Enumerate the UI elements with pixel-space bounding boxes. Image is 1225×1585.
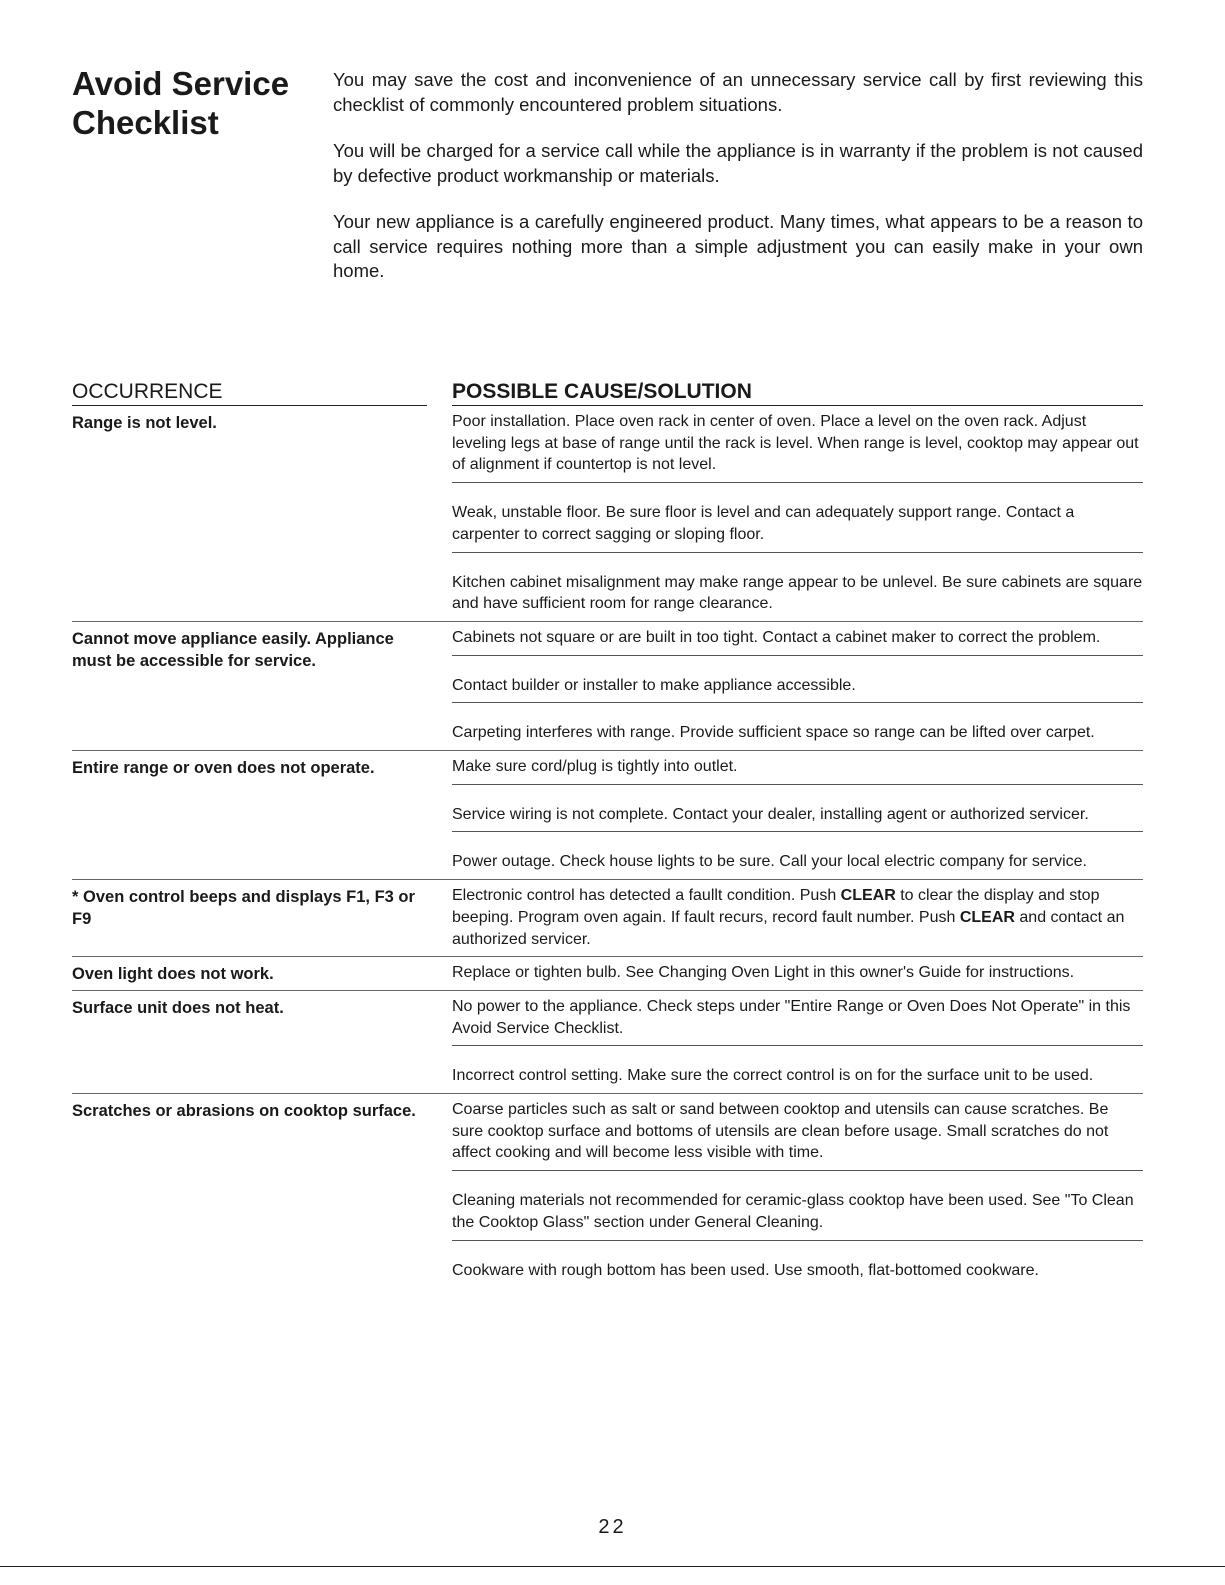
cause-item: Make sure cord/plug is tightly into outlet. [452,751,1143,785]
causes-cell [452,957,1143,990]
cause-item: Coarse particles such as salt or sand between cooktop and utensils can cause scratches. Be sure cooktop surface and bottoms of utensils are clean before usage. Small scratches do not affect cooking and will become less visible with time. [452,1094,1143,1171]
clear-key-label: CLEAR [959,908,1015,926]
cause-item: Power outage. Check house lights to be sure. Call your local electric company for service. [452,853,1087,871]
causes-cell [452,991,1143,1093]
checklist-row [72,957,1143,991]
cause-text: Electronic control has detected a faullt condition. Push [452,887,841,905]
occurrence-cell: Entire range or oven does not operate. [72,759,375,778]
cause-item: Poor installation. Place oven rack in center of oven. Place a level on the oven rack. Adjust leveling legs at base of range until the rack is level. When range is level, cooktop may appear out of alignment if countertop is not level. [452,406,1143,483]
cause-item: Cleaning materials not recommended for ceramic-glass cooktop have been used. See "To Clean the Cooktop Glass" section under General Cleaning. [452,1185,1143,1240]
occurrence-cell: Range is not level. [72,414,217,432]
cause-item: Cabinets not square or are built in too tight. Contact a cabinet maker to correct the problem. [452,622,1143,656]
cause-item: Incorrect control setting. Make sure the correct control is on for the surface unit to be used. [452,1067,1094,1085]
checklist-table-header [72,380,1143,406]
intro-section [333,68,1143,306]
page-title [72,64,289,142]
causes-cell [452,406,1143,621]
cause-item: Replace or tighten bulb. See Changing Oven Light in this owner's Guide for instructions. [452,964,1075,982]
page-title-line-2: Checklist [72,104,219,141]
occurrence-cell: Scratches or abrasions on cooktop surface. [72,1102,416,1121]
causes-cell [452,1094,1143,1287]
clear-key-label: CLEAR [840,887,896,905]
page-bottom-rule [0,1566,1225,1567]
checklist-row [72,622,1143,751]
occurrence-cell: Cannot move appliance easily. Appliance must be accessible for service. [72,629,394,670]
checklist-row [72,991,1143,1094]
cause-item: Cookware with rough bottom has been used. Use smooth, flat-bottomed cookware. [452,1261,1039,1279]
cause-text: to clear the display and stop beeping. Program oven again. If fault recurs, record fault number. Push [452,887,1100,926]
causes-cell [452,751,1143,879]
cause-item: Contact builder or installer to make appliance accessible. [452,670,1143,704]
cause-item: Carpeting interferes with range. Provide sufficient space so range can be lifted over carpet. [452,724,1095,742]
cause-text: and contact an authorized servicer. [452,908,1125,948]
cause-item [452,880,1143,956]
cause-item: Kitchen cabinet misalignment may make range appear to be unlevel. Be sure cabinets are square and have sufficient room for range clearance. [452,573,1143,613]
page-title-line-1: Avoid Service [72,65,290,102]
occurrence-cell: Oven light does not work. [72,965,274,984]
causes-cell [452,880,1143,956]
intro-paragraph: You will be charged for a service call while the appliance is in warranty if the problem is not caused by defective product workmanship or materials. [333,140,1143,186]
intro-paragraph: You may save the cost and inconvenience of an unnecessary service call by first reviewing this checklist of commonly encountered problem situations. [333,69,1143,115]
cause-item: No power to the appliance. Check steps under "Entire Range or Oven Does Not Operate" in this Avoid Service Checklist. [452,991,1143,1046]
checklist-row [72,751,1143,880]
cause-item: Service wiring is not complete. Contact your dealer, installing agent or authorized servicer. [452,799,1143,833]
intro-paragraph: Your new appliance is a carefully engineered product. Many times, what appears to be a reason to call service requires nothing more than a simple adjustment you can easily make in your own home. [333,211,1143,281]
page-number: 22 [598,1516,627,1538]
causes-cell [452,622,1143,750]
checklist-table [72,406,1143,1287]
occurrence-cell: Surface unit does not heat. [72,998,284,1017]
solution-column-header: POSSIBLE CAUSE/SOLUTION [452,380,1143,406]
occurrence-column-header: OCCURRENCE [72,380,427,406]
checklist-row [72,1094,1143,1287]
checklist-row [72,880,1143,957]
occurrence-cell: * Oven control beeps and displays F1, F3 or F9 [72,888,415,929]
checklist-row [72,406,1143,622]
cause-item: Weak, unstable floor. Be sure floor is level and can adequately support range. Contact a carpenter to correct sagging or sloping floor. [452,497,1143,552]
